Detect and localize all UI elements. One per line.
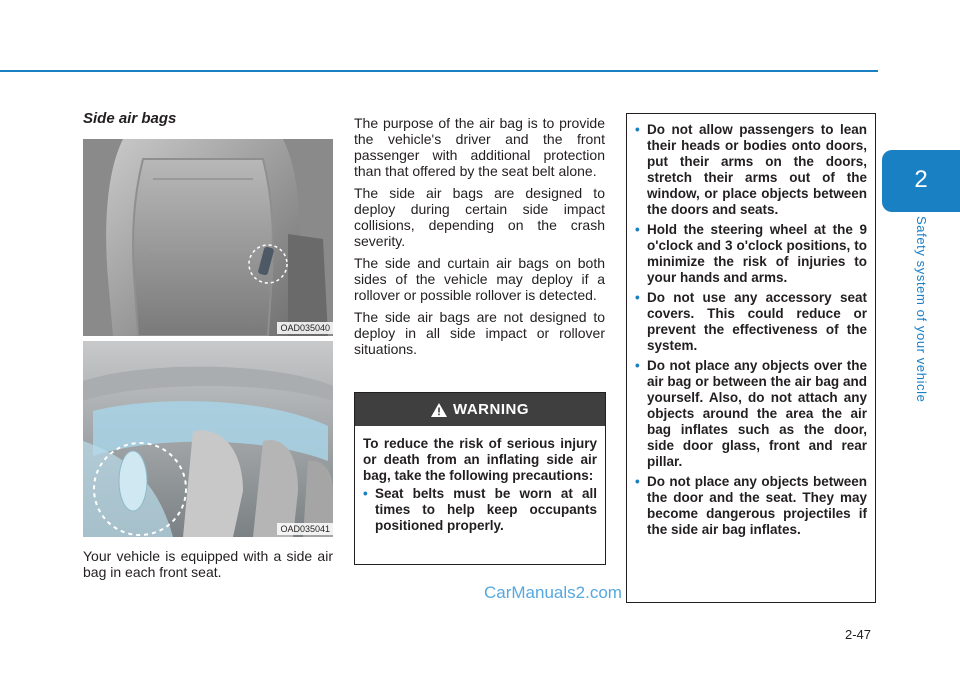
image-code: OAD035041 — [277, 523, 333, 535]
warning-bullet: • Seat belts must be worn at all times to help keep occupants positioned properly. — [363, 486, 597, 534]
chapter-number: 2 — [914, 166, 928, 193]
seat-side-airbag-image — [83, 139, 333, 336]
warning-box — [354, 392, 606, 565]
warning-intro: To reduce the risk of serious injury or death from an inflating side air bag, take the following precautions: — [363, 436, 597, 483]
precautions-box — [626, 113, 876, 603]
paragraph: The side air bags are not designed to deploy in all side impact or rollover situations. — [354, 309, 605, 357]
watermark: CarManuals2.com — [484, 583, 622, 602]
precaution-bullet: • Do not allow passengers to lean their heads or bodies onto doors, put their arms on the doors, stretch their arms out of the window, or place objects between the doors and seats. — [635, 122, 867, 218]
column-2-text — [354, 115, 605, 363]
paragraph: The side air bags are designed to deploy during certain side impact collisions, depending on the crash severity. — [354, 185, 605, 249]
warning-label: WARNING — [453, 401, 529, 418]
paragraph: The side and curtain air bags on both sides of the vehicle may deploy if a rollover or possible rollover is detected. — [354, 255, 605, 303]
precaution-bullet: • Do not place any objects over the air bag or between the air bag and yourself. Also, do not attach any objects around the area the air bag inflates such as the door, side door glass, front and rear pillar. — [635, 358, 867, 470]
precaution-bullet: • Do not place any objects between the door and the seat. They may become dangerous projectiles if the side air bag inflates. — [635, 474, 867, 538]
seat-illustration — [83, 139, 333, 336]
top-rule — [0, 70, 878, 72]
chapter-tab — [882, 150, 960, 212]
chapter-label: Safety system of your vehicle — [914, 216, 929, 403]
page-number: 2-47 — [845, 627, 872, 642]
precaution-bullet: • Do not use any accessory seat covers. This could reduce or prevent the effectiveness of the system. — [635, 290, 867, 354]
section-title: Side air bags — [83, 110, 177, 127]
paragraph: The purpose of the air bag is to provide the vehicle's driver and the front passenger with additional protection than that offered by the seat belt alone. — [354, 115, 605, 179]
warning-header — [355, 393, 605, 426]
column-1-text — [83, 548, 333, 586]
warning-triangle-icon — [431, 403, 447, 417]
paragraph: Your vehicle is equipped with a side air bag in each front seat. — [83, 548, 333, 580]
interior-illustration — [83, 341, 333, 537]
warning-body — [355, 426, 605, 534]
precaution-bullet: • Hold the steering wheel at the 9 o'clock and 3 o'clock positions, to minimize the risk of injuries to your hands and arms. — [635, 222, 867, 286]
interior-airbag-image — [83, 341, 333, 537]
image-code: OAD035040 — [277, 322, 333, 334]
